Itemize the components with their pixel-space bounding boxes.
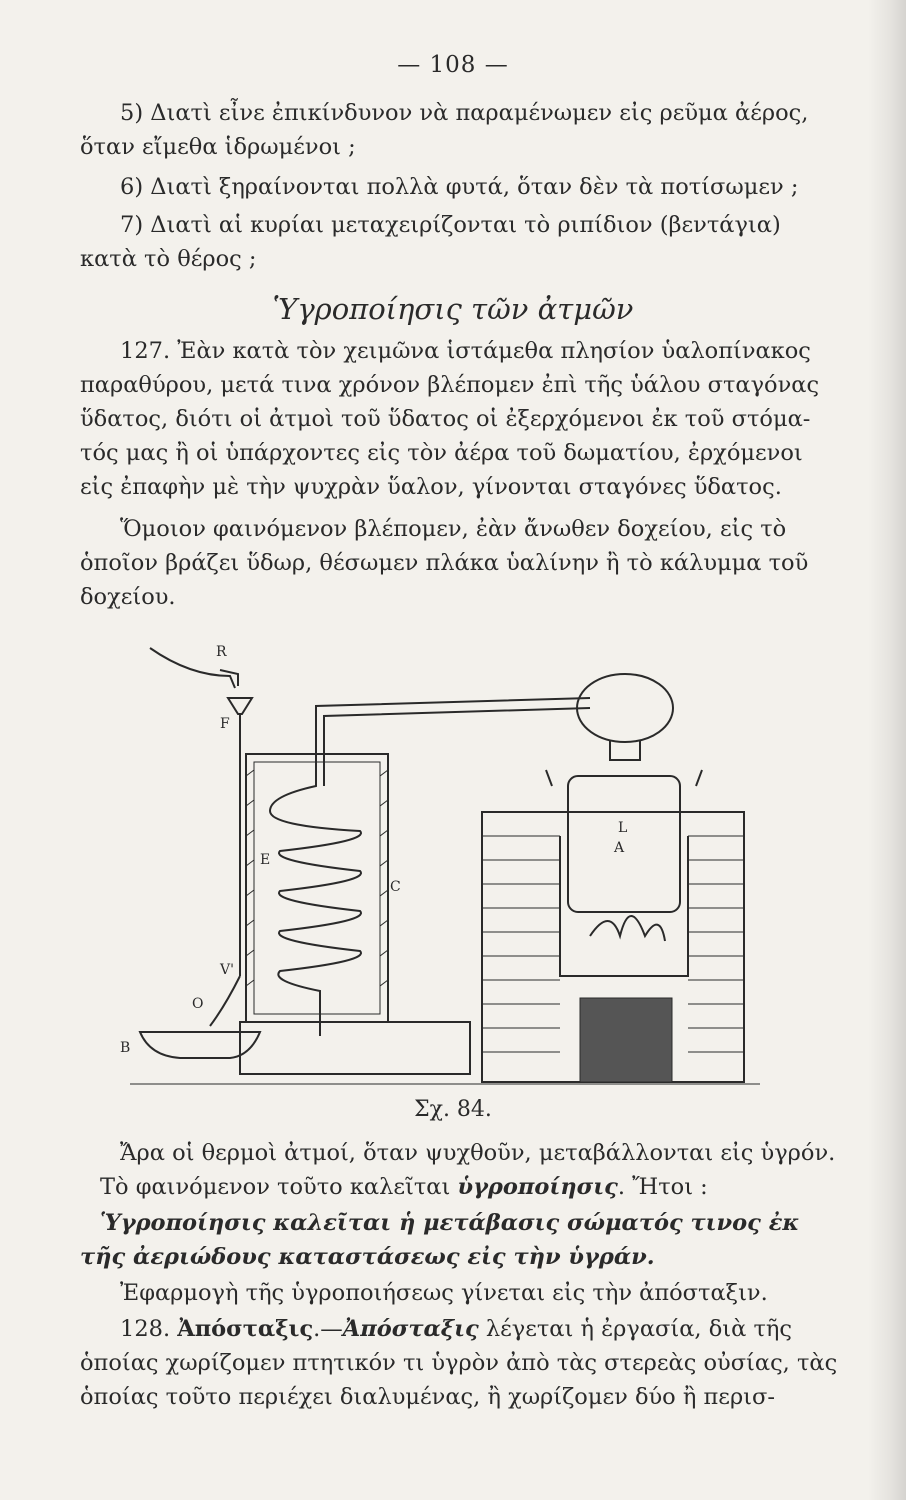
application-line: Ἐφαρμογὴ τῆς ὑγροποιήσεως γίνεται εἰς τὴν ἀπόσταξιν. [120,1280,768,1306]
section-heading: Ὑγροποίησις τῶν ἀτμῶν [272,292,634,326]
label-e: E [260,852,271,868]
outlet-pipe [210,976,240,1026]
term-apostaxis: Ἀπόσταξις [342,1316,479,1342]
question-7-line-1: 7) Διατὶ αἱ κυρίαι μεταχειρίζονται τὸ ριπίδιον (βεντάγια) [120,212,781,238]
term-hygropoiesis: ὑγροποίησις [457,1174,618,1200]
ash-pit [580,998,672,1082]
question-5-line-1: 5) Διατὶ εἶνε ἐπικίνδυνον νὰ παραμένωμεν εἰς ρεῦμα ἀέρος, [120,100,809,126]
paragraph-127-line: ὕδατος, διότι οἱ ἀτμοὶ τοῦ ὕδατος οἱ ἐξερχόμενοι ἐκ τοῦ στόμα- [80,406,811,432]
page-gutter-shadow [868,0,906,1500]
paragraph-128-line-1 [80,1312,840,1346]
fire-chamber [560,836,688,976]
paragraph-after-figure [80,1136,840,1204]
label-c: C [390,879,401,895]
question-5-line-2: ὅταν εἴμεθα ἱδρωμένοι ; [80,134,356,160]
title-dash: .— [313,1316,343,1342]
question-5 [80,96,840,164]
definition-line-2: τῆς ἀεριώδους καταστάσεως εἰς τὴν ὑγράν. [80,1244,655,1270]
question-7 [80,208,840,276]
paragraph-127-line: παραθύρου, μετά τινα χρόνον βλέπομεν ἐπὶ τῆς ὑάλου σταγόνας [80,372,820,398]
distillation-apparatus-figure [120,636,770,1096]
question-6 [80,170,840,204]
paragraph-128 [80,1312,840,1414]
paragraph-128-rest: λέγεται ἡ ἐργασία, διὰ τῆς [478,1316,792,1342]
still-head [577,674,673,742]
question-6-line-1: 6) Διατὶ ξηραίνονται πολλὰ φυτά, ὅταν δὲν τὰ ποτίσωμεν ; [120,174,799,200]
collecting-basin [140,1032,260,1058]
tank-hatching [246,770,388,986]
label-r: R [216,644,227,660]
hetoi-text: . Ἤτοι : [617,1174,708,1200]
base-platform [240,1022,470,1074]
label-a: A [614,840,625,856]
paragraph-128-line-3: ὁποίας τοῦτο περιέχει διαλυμένας, ἢ χωρίζομεν δύο ἢ περισ- [80,1384,775,1410]
paragraph-similar-line: δοχείου. [80,584,176,610]
definition [80,1206,840,1274]
label-v: V' [220,962,234,978]
paragraph-similar [80,512,840,614]
paragraph-after-line-1: Ἄρα οἱ θερμοὶ ἀτμοί, ὅταν ψυχθοῦν, μεταβάλλονται εἰς ὑγρόν. [120,1140,836,1166]
flames [590,916,665,941]
funnel-shape [228,698,252,714]
paragraph-127 [80,334,840,504]
definition-line-1: Ὑγροποίησις καλεῖται ἡ μετάβασις σώματός τινος ἐκ [100,1210,800,1236]
paragraph-127-line: τός μας ἢ οἱ ὑπάρχοντες εἰς τὸν ἀέρα τοῦ δωματίου, ἐρχόμενοι [80,440,803,466]
condenser-coil [270,732,361,1036]
condenser-tank [246,754,388,1022]
question-7-line-2: κατὰ τὸ θέρος ; [80,246,257,272]
figure-caption: Σχ. 84. [414,1097,492,1122]
paragraph-similar-line: ὁποῖον βράζει ὕδωρ, θέσωμεν πλάκα ὑαλίνην ἢ τὸ κάλυμμα τοῦ [80,550,809,576]
label-l: L [618,820,628,836]
label-f: F [220,716,230,732]
section-number-128: 128. [120,1316,178,1342]
phenomenon-text: Τὸ φαινόμενον τοῦτο καλεῖται [100,1174,458,1200]
paragraph-127-line: εἰς ἐπαφὴν μὲ τὴν ψυχρὰν ὕαλον, γίνονται σταγόνες ὕδατος. [80,474,782,500]
paragraph-after-line-2 [80,1170,840,1204]
paragraph-similar-line: Ὅμοιον φαινόμενον βλέπομεν, ἐὰν ἄνωθεν δοχείου, εἰς τὸ [120,516,787,542]
page-number: — 108 — [397,52,509,78]
label-o: O [192,996,204,1012]
application-sentence [80,1276,840,1310]
paragraph-128-line-2: ὁποίας χωρίζομεν πτητικόν τι ὑγρὸν ἀπὸ τὰς στερεὰς οὐσίας, τὰς [80,1350,838,1376]
section-title-apostaxis: Ἀπόσταξις [177,1316,314,1342]
paragraph-127-line: 127. Ἐὰν κατὰ τὸν χειμῶνα ἱστάμεθα πλησίον ὑαλοπίνακος [120,338,811,364]
label-b: B [120,1040,131,1056]
